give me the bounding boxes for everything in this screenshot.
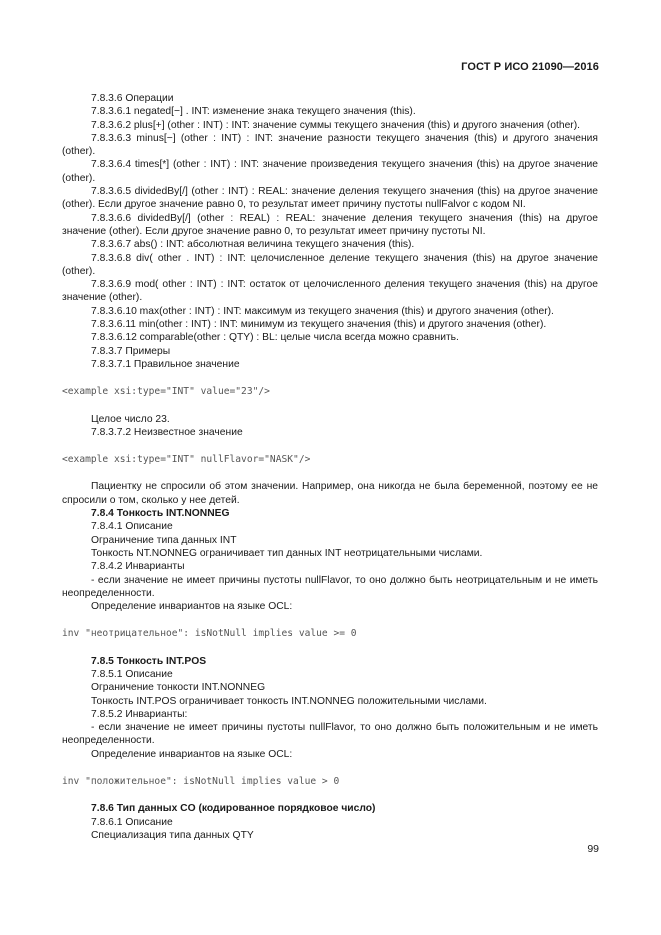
section-heading: 7.8.3.7.1 Правильное значение (91, 358, 240, 370)
paragraph: 7.8.5.2 Инварианты: (91, 708, 188, 720)
paragraph: Определение инвариантов на языке OCL: (91, 601, 293, 613)
paragraph: 7.8.5.1 Описание (91, 668, 173, 680)
paragraph: Пациентку не спросили об этом значении. Например, она никогда не была беременной, поэтому ее не спросили о том, сколько у нее детей. (62, 481, 598, 506)
paragraph: Тонкость NT.NONNEG ограничивает тип данных INT неотрицательными числами. (91, 547, 483, 559)
paragraph: Тонкость INT.POS ограничивает тонкость INT.NONNEG положительными числами. (91, 695, 487, 707)
paragraph: 7.8.3.6 Операции (91, 93, 174, 104)
section-heading: 7.8.5 Тонкость INT.POS (91, 655, 207, 667)
paragraph: 7.8.3.6.7 abs() : INT: абсолютная величина текущего значения (this). (91, 239, 415, 251)
section-heading: 7.8.3.7.2 Неизвестное значение (91, 426, 243, 438)
paragraph: Целое число 23. (91, 413, 170, 425)
paragraph: 7.8.3.6.8 div( other . INT) : INT: целочисленное деление текущего значения (this) на другое значение (other). (62, 252, 598, 277)
section-heading: 7.8.3.7 Примеры (91, 345, 171, 357)
code-example: inv "положительное": isNotNull implies value > 0 (62, 776, 340, 788)
paragraph: 7.8.3.6.1 negated[−] . INT: изменение знака текущего значения (this). (91, 106, 416, 118)
paragraph: 7.8.3.6.12 comparable(other : QTY) : BL: целые числа всегда можно сравнить. (91, 332, 459, 344)
paragraph: 7.8.3.6.2 plus[+] (other : INT) : INT: значение суммы текущего значения (this) и другого значения (other). (91, 119, 581, 131)
paragraph: Определение инвариантов на языке OCL: (91, 748, 293, 760)
paragraph: 7.8.3.6.11 min(other : INT) : INT: минимум из текущего значения (this) и другого значения (other). (91, 319, 547, 331)
page-number: 99 (587, 843, 599, 855)
code-example: <example xsi:type="INT" value="23"/> (62, 386, 270, 398)
paragraph: 7.8.3.6.5 dividedBy[/] (other : INT) : REAL: значение деления текущего значения (this) на другое значение (other). Если другое значение равно 0, то результат имеет причину пустоты nullFalvor с кодом NI. (62, 186, 598, 211)
paragraph: 7.8.4.1 Описание (91, 521, 173, 533)
paragraph: Ограничение тонкости INT.NONNEG (91, 682, 266, 694)
paragraph: - если значение не имеет причины пустоты nullFlavor, то оно должно быть положительным и не иметь неопределенности. (62, 722, 598, 747)
code-example: inv "неотрицательное": isNotNull implies value >= 0 (62, 628, 357, 640)
paragraph: 7.8.3.6.9 mod( other : INT) : INT: остаток от целочисленного деления текущего значения (this) на другое значение (other). (62, 279, 598, 304)
paragraph: Специализация типа данных QTY (91, 829, 254, 841)
paragraph: 7.8.6.1 Описание (91, 816, 173, 828)
paragraph: 7.8.3.6.4 times[*] (other : INT) : INT: значение произведения текущего значения (this) на другое значение (other). (62, 159, 598, 184)
paragraph: 7.8.3.6.6 dividedBy[/] (other : REAL) : REAL: значение деления текущего значения (this) на другое значение (other). Если другое значение равно 0, то результат имеет причину пустоты NI. (62, 212, 598, 237)
paragraph: 7.8.3.6.3 minus[−] (other : INT) : INT: значение разности текущего значения (this) и другого значения (other). (62, 132, 598, 158)
page-content (62, 92, 598, 842)
document-header: ГОСТ Р ИСО 21090—2016 (461, 61, 599, 73)
paragraph: 7.8.4.2 Инварианты (91, 561, 185, 573)
code-example: <example xsi:type="INT" nullFlavor="NASK"/> (62, 454, 311, 466)
paragraph: 7.8.3.6.10 max(other : INT) : INT: максимум из текущего значения (this) и другого значения (other). (91, 305, 554, 317)
paragraph: - если значение не имеет причины пустоты nullFlavor, то оно должно быть неотрицательным и не иметь неопределенности. (62, 574, 598, 599)
paragraph: Ограничение типа данных INT (91, 534, 237, 546)
section-heading: 7.8.6 Тип данных CO (кодированное порядковое число) (91, 803, 376, 815)
section-heading: 7.8.4 Тонкость INT.NONNEG (91, 508, 230, 520)
